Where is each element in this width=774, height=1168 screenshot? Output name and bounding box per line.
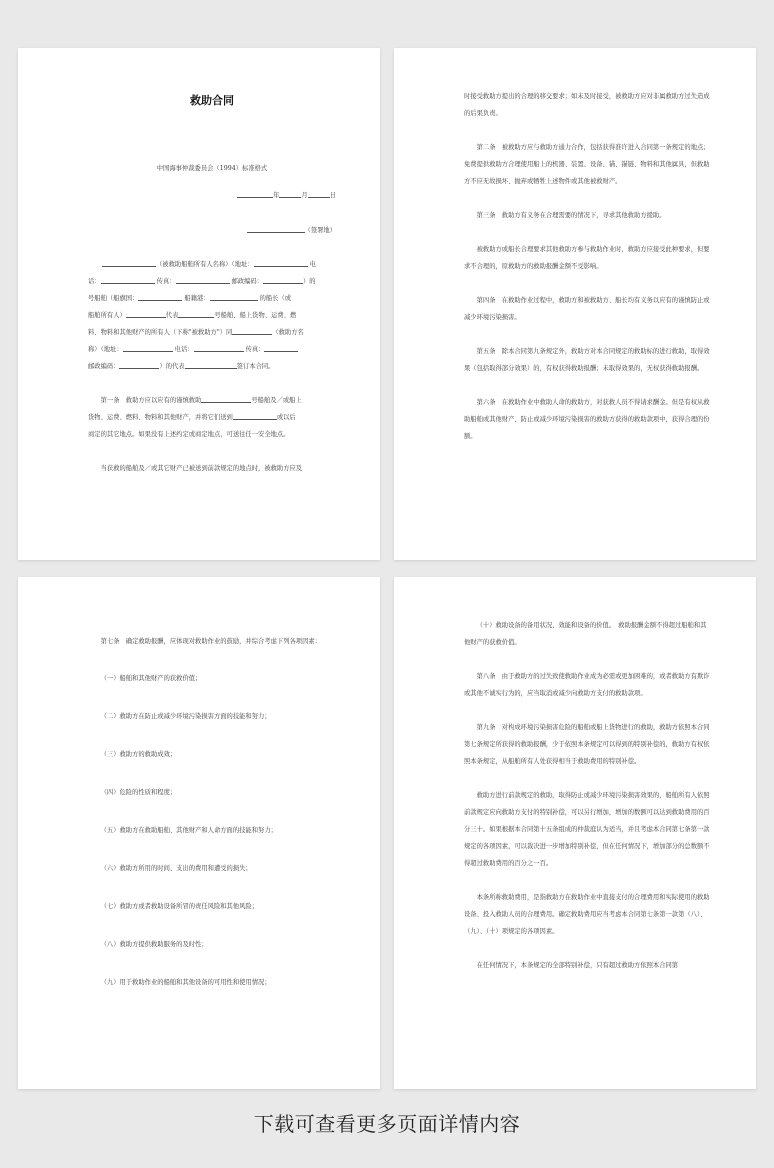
article-5: 第五条 除本合同第九条规定外，救助方对本合同规定的救助标的进行救助，取得效果（包括取得部分效果）的，有权获得救助报酬；未取得效果的，无权获得救助报酬。 xyxy=(464,348,710,372)
article-9-clause-3: 本条所称救助费用，是指救助方在救助作业中直接支付的合理费用和实际使用的救助设备、投入救助人员的合理费用。确定救助费用应当考虑本合同第七条第一款第（八）、（九）、（十）项规定的各项因素。 xyxy=(464,894,710,935)
document-page-3 xyxy=(18,577,380,1089)
article-9-clause-2: 救助方进行前款规定的救助，取得防止或减少环境污染损害效果的，船舶所有人依照前款规定应向救助方支付的特别补偿，可以另行增加，增加的数额可以达到救助费用的百分三十。如果根据本合同第十五条组成的仲裁庭认为适当，并且考虑本合同第七条第一款规定的各项因素，可以裁决进一步增加特别补偿，但在任何情况下，增加部分的总数额不得超过救助费用的百分之一百。 xyxy=(464,792,710,867)
article-3: 第三条 救助方有义务在合理需要的情况下，寻求其他救助方援助。 xyxy=(476,212,666,219)
list-item: （六）救助方所用的时间、支出的费用和遭受的损失； xyxy=(100,865,252,872)
article-8: 第八条 由于救助方的过失致使救助作业成为必需或更加困难的，或者救助方有欺诈或其他不诚实行为的，应当取消或减少向救助方支付的救助款项。 xyxy=(464,673,710,697)
item-10-paragraph: （十）救助设备的备用状况、效能和设备的价值。 救助报酬金额不得超过船舶和其他财产的获救价值。 xyxy=(464,622,707,646)
document-page-1 xyxy=(18,48,380,560)
article-7: 第七条 确定救助报酬，应体现对救助作业的鼓励，并综合考虑下列各项因素： xyxy=(100,638,321,645)
sign-place-line: （签署地） xyxy=(88,222,336,239)
list-item: （二）救助方在防止或减少环境污染损害方面的技能和努力； xyxy=(100,713,271,720)
list-item: （五）救助方在救助船舶、其他财产和人命方面的技能和努力； xyxy=(100,827,277,834)
article-9-clause-4: 在任何情况下，本条规定的全部特别补偿，只有超过救助方依照本合同第 xyxy=(476,962,679,969)
parties-paragraph: （被救助船舶所有人名称）（地址： 电 话： 传真： 邮政编码： ）的 号船舶（船旗国： 船籍港： 的船长（或 船舶所有人） 代表 号船舶、船上货物、运费、燃 料、物料和其他财产的所有人（下称"被救助方"）同 （救助方名 称）（地址： 电话： 传真： 邮政编码： ）的代表 签订本合同。 xyxy=(88,261,316,370)
list-item: （一）船舶和其他财产的获救价值； xyxy=(100,675,202,682)
list-item: （九）用于救助作业的船舶和其他设备的可用性和使用情况； xyxy=(100,979,271,986)
list-item: （三）救助方的救助成效； xyxy=(100,751,177,758)
factor-list xyxy=(88,670,336,991)
list-item: （四）危险的性质和程度； xyxy=(100,789,177,796)
document-title: 救助合同 xyxy=(190,94,234,107)
handover-paragraph: 时接受救助方提出的合理的移交要求；如未及时接受，被救助方应对非属救助方过失造成的后果负责。 xyxy=(464,93,710,117)
list-item: （八）救助方提供救助服务的及时性； xyxy=(100,941,208,948)
download-caption: 下载可查看更多页面详情内容 xyxy=(253,1112,521,1136)
document-page-4 xyxy=(394,577,756,1089)
article-2: 第二条 被救助方应与救助方通力合作，包括获得准许进入合同第一条规定的地点；免费提供救助方合理使用船上的机器、装置、设备、锚、锚链、物料和其他属具，但救助方不应无故损坏、抛弃或牺牲上述物件或其他被救财产。 xyxy=(464,144,710,185)
document-page-2 xyxy=(394,48,756,560)
article-9: 第九条 对构成环境污染损害危险的船舶或船上货物进行的救助，救助方依照本合同第七条规定所获得的救助报酬，少于依照本条规定可以得到的特别补偿的，救助方有权依照本条规定，从船舶所有人处获得相当于救助费用的特别补偿。 xyxy=(464,724,710,765)
article-4: 第四条 在救助作业过程中，救助方和被救助方、船长均有义务以应有的谨慎防止或减少环境污染损害。 xyxy=(464,297,710,321)
date-line: 年 月 日 xyxy=(88,187,336,204)
article-3-clause-2: 被救助方或船长合理要求其他救助方参与救助作业时，救助方应接受此种要求，但要求不合理的，原救助方的救助报酬金额不受影响。 xyxy=(464,246,710,270)
article-6: 第六条 在救助作业中救助人命的救助方，对获救人员不得请求酬金。但是有权从救助船舶或其他财产、防止或减少环境污染损害的救助方获得的救助款项中，获得合理的份额。 xyxy=(464,399,710,440)
article-1: 第一条 救助方应以应有的谨慎救助 号船舶及／或船上 货物、运费、燃料、物料和其他财产，并将它们送到 或以后 商定的其它地点。如果没有上述约定或商定地点，可送往任一安全地点。 xyxy=(88,397,302,438)
list-item: （七）救助方或者救助设备所冒的责任风险和其他风险； xyxy=(100,903,259,910)
delivery-paragraph: 当获救的船舶及／或其它财产已被送到前款规定的地点时，被救助方应及 xyxy=(100,465,303,472)
document-subtitle: 中国海事仲裁委员会（1994）标准格式 xyxy=(156,165,268,172)
